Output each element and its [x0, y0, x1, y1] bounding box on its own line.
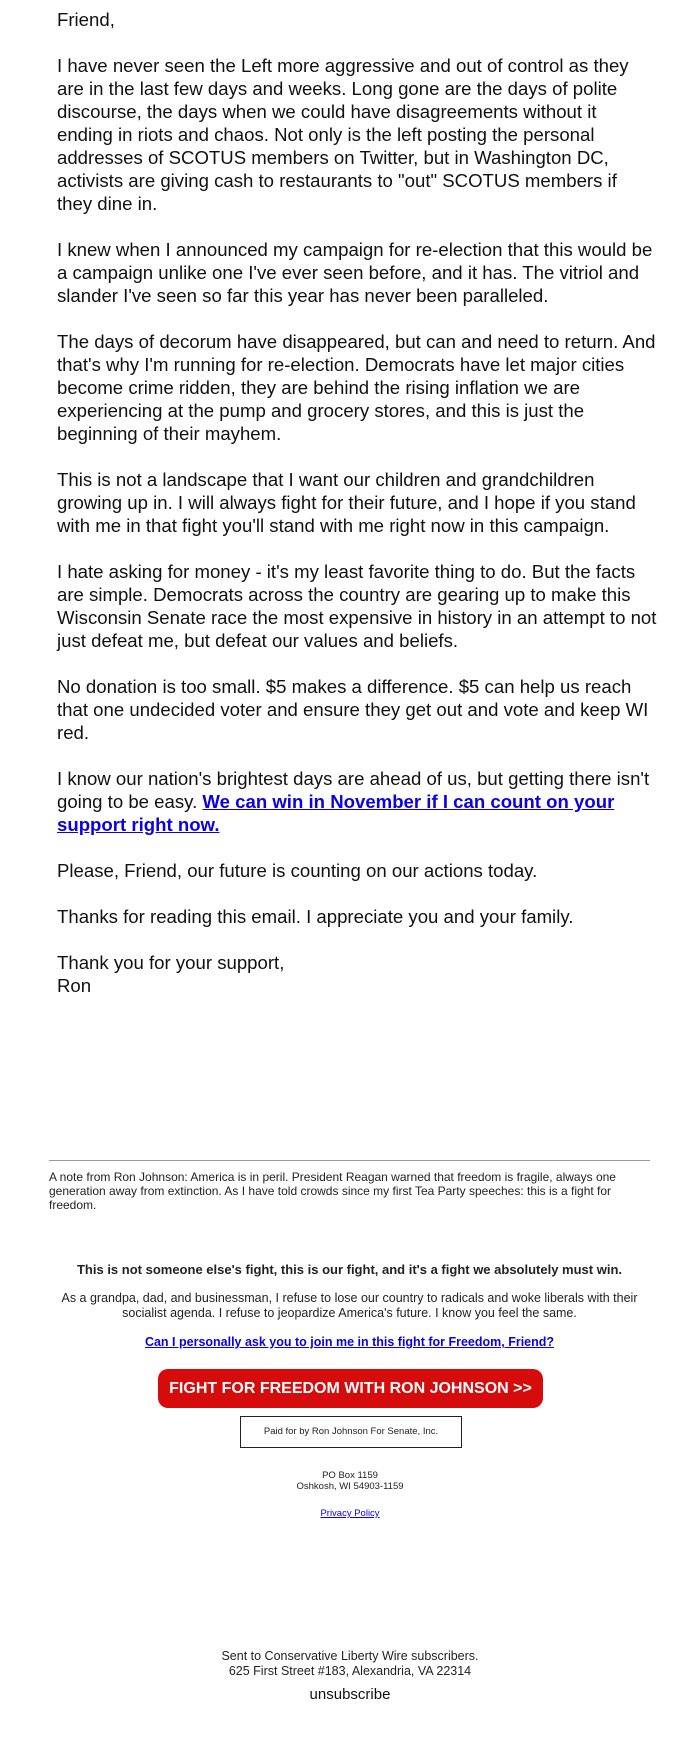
sender-info [150, 1649, 550, 1679]
pitch-headline: This is not someone else's fight, this is our fight, and it's a fight we absolutely must win. [76, 1262, 623, 1277]
pitch-section [49, 1262, 650, 1350]
paid-for-disclaimer: Paid for by Ron Johnson For Senate, Inc. [240, 1416, 462, 1448]
signoff-block [57, 951, 657, 997]
sent-line-1: Sent to Conservative Liberty Wire subscribers. [221, 1649, 479, 1663]
fight-for-freedom-button[interactable]: FIGHT FOR FREEDOM WITH RON JOHNSON >> [158, 1369, 543, 1408]
paragraph-8: Please, Friend, our future is counting on our actions today. [57, 860, 538, 881]
unsubscribe-link[interactable]: unsubscribe [309, 1686, 391, 1703]
paragraph-4: This is not a landscape that I want our children and grandchildren growing up in. I will always fight for their future, and I hope if you stand with me in that fight you'll stand with me right now in this campaign. [57, 469, 636, 536]
email-letter-body [57, 8, 657, 1020]
join-fight-link[interactable]: Can I personally ask you to join me in this fight for Freedom, Friend? [144, 1335, 555, 1349]
address-line-2: Oshkosh, WI 54903-1159 [296, 1481, 404, 1492]
paragraph-7 [57, 767, 657, 836]
sent-line-2: 625 First Street #183, Alexandria, VA 22314 [228, 1664, 472, 1678]
signoff: Thank you for your support, [57, 952, 285, 973]
paragraph-7-text: I know our nation's brightest days are ahead of us, but getting there isn't going to be easy. [57, 768, 650, 812]
paragraph-3: The days of decorum have disappeared, but can and need to return. And that's why I'm running for re-election. Democrats have let major cities become crime ridden, they are behind the rising inflation we are experiencing at the pump and grocery stores, and this is just the beginning of their mayhem. [57, 331, 656, 444]
privacy-container [250, 1508, 450, 1519]
paragraph-2: I knew when I announced my campaign for re-election that this would be a campaign unlike one I've ever seen before, and it has. The vitriol and slander I've seen so far this year has never been paralleled. [57, 239, 653, 306]
signature: Ron [57, 975, 92, 996]
paragraph-9: Thanks for reading this email. I appreciate you and your family. [57, 906, 574, 927]
footer-note-section [49, 1160, 650, 1212]
privacy-policy-link[interactable]: Privacy Policy [320, 1508, 380, 1519]
pitch-body: As a grandpa, dad, and businessman, I refuse to lose our country to radicals and woke liberals with their socialist agenda. I refuse to jeopardize America's future. I know you feel the same. [61, 1291, 638, 1320]
paragraph-5: I hate asking for money - it's my least favorite thing to do. But the facts are simple. Democrats across the country are gearing up to make this Wisconsin Senate race the most expensive in history in an attempt to not just defeat me, but defeat our values and beliefs. [57, 561, 657, 651]
ron-johnson-note: A note from Ron Johnson: America is in peril. President Reagan warned that freedom is fragile, always one generation away from extinction. As I have told crowds since my first Tea Party speeches: this is a fight for freedom. [49, 1170, 616, 1212]
mailing-address [200, 1470, 500, 1492]
paragraph-1: I have never seen the Left more aggressive and out of control as they are in the last few days and weeks. Long gone are the days of polite discourse, the days when we could have disagreements without it ending in riots and chaos. Not only is the left posting the personal addresses of SCOTUS members on Twitter, but in Washington DC, activists are giving cash to restaurants to "out" SCOTUS members if they dine in. [57, 55, 629, 214]
address-line-1: PO Box 1159 [322, 1470, 378, 1481]
greeting: Friend, [57, 9, 115, 30]
paragraph-6: No donation is too small. $5 makes a difference. $5 can help us reach that one undecided voter and ensure they get out and vote and keep WI red. [57, 676, 649, 743]
donate-support-link[interactable]: We can win in November if I can count on your support right now. [57, 791, 615, 835]
